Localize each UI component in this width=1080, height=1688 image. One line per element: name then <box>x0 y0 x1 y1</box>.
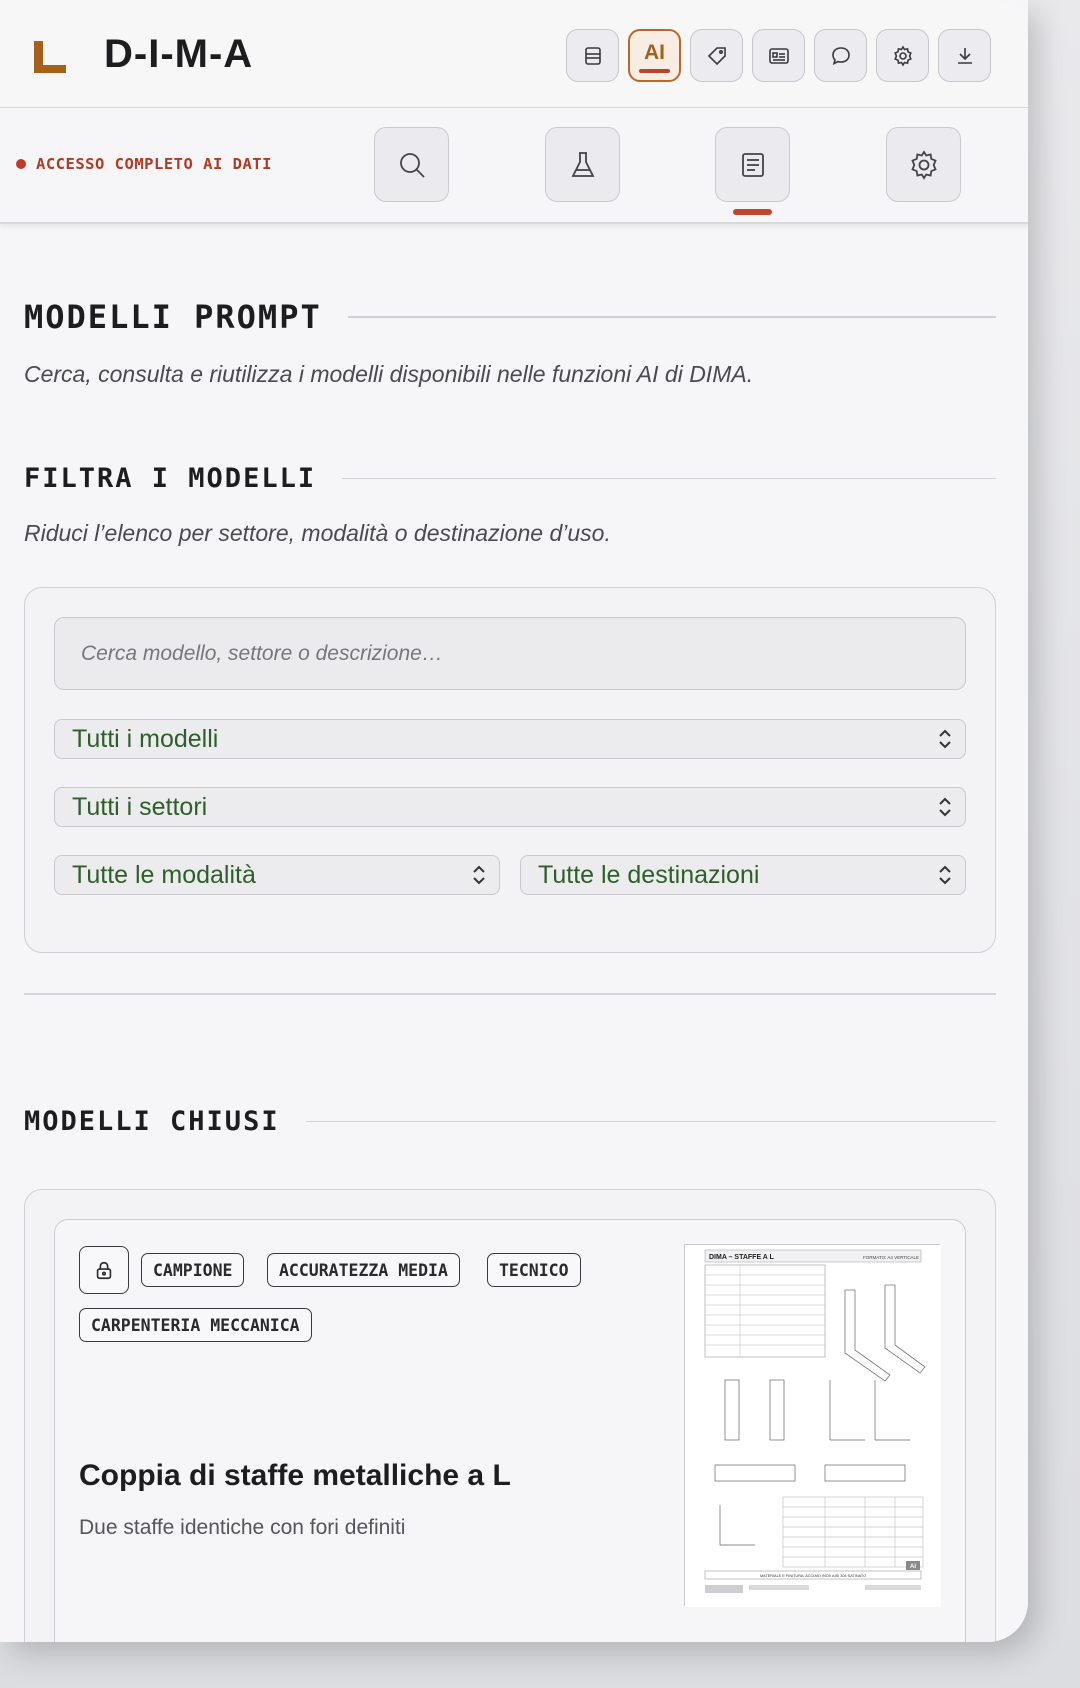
closed-models-header <box>24 1106 996 1137</box>
closed-models-rule <box>306 1121 996 1123</box>
tag-icon <box>705 44 729 68</box>
chevron-updown-icon <box>471 864 487 886</box>
tag-badge: CAMPIONE <box>141 1253 244 1287</box>
chevron-updown-icon <box>937 864 953 886</box>
ai-tab-button[interactable] <box>628 29 681 82</box>
chevron-updown-icon <box>937 796 953 818</box>
id-card-icon <box>767 44 791 68</box>
top-header <box>0 0 1028 108</box>
filters-rule <box>342 478 996 480</box>
tag-badge: CARPENTERIA MECCANICA <box>79 1308 312 1342</box>
filters-title: FILTRA I MODELLI <box>24 463 317 494</box>
logo-icon <box>34 41 66 73</box>
database-icon <box>581 44 605 68</box>
model-description: Due staffe identiche con fori definiti <box>79 1516 406 1539</box>
top-toolbar <box>566 29 991 82</box>
gear-icon <box>906 147 942 183</box>
tag-badge: TECNICO <box>487 1253 581 1287</box>
database-button[interactable] <box>566 29 619 82</box>
thumbnail-footer: MATERIALE E FINITURA: ACCIAIO INOX AISI 304 SATINATO <box>759 1574 867 1578</box>
destination-select[interactable] <box>520 855 966 895</box>
settings-button[interactable] <box>876 29 929 82</box>
id-card-button[interactable] <box>752 29 805 82</box>
section-divider <box>24 993 996 995</box>
search-icon <box>394 147 430 183</box>
document-icon <box>735 147 771 183</box>
nav-settings-button[interactable] <box>886 127 961 202</box>
title-rule <box>348 316 996 318</box>
tags-button[interactable] <box>690 29 743 82</box>
chevron-updown-icon <box>937 728 953 750</box>
closed-models-title: MODELLI CHIUSI <box>24 1106 280 1137</box>
model-select-value: Tutti i modelli <box>72 724 219 753</box>
filters-header <box>24 463 996 494</box>
ai-tab-label: AI <box>644 40 665 64</box>
thumbnail-heading: DIMA – STAFFE A L <box>709 1254 774 1261</box>
closed-models-list <box>24 1189 996 1642</box>
model-card[interactable] <box>54 1219 966 1642</box>
secondary-nav <box>0 108 1028 224</box>
chat-icon <box>829 44 853 68</box>
page-title: MODELLI PROMPT <box>24 298 322 336</box>
thumbnail-badge: AI <box>910 1564 916 1570</box>
download-icon <box>953 44 977 68</box>
brand-title: D-I-M-A <box>104 32 254 76</box>
thumbnail-format: FORMATO: A4 VERTICALE <box>862 1255 919 1260</box>
mode-select[interactable] <box>54 855 500 895</box>
prompt-models-header <box>24 298 996 336</box>
model-thumbnail[interactable] <box>684 1244 940 1606</box>
destination-select-value: Tutte le destinazioni <box>538 860 760 889</box>
settings-icon <box>891 44 915 68</box>
filters-subtitle: Riduci l’elenco per settore, modalità o destinazione d’uso. <box>24 520 611 546</box>
nav-search-button[interactable] <box>374 127 449 202</box>
chat-button[interactable] <box>814 29 867 82</box>
search-input[interactable] <box>54 617 966 690</box>
sector-select[interactable] <box>54 787 966 827</box>
filter-panel <box>24 587 996 953</box>
nav-lab-button[interactable] <box>545 127 620 202</box>
technical-drawing-image <box>685 1245 941 1607</box>
access-status <box>16 155 272 173</box>
access-label: ACCESSO COMPLETO AI DATI <box>36 155 272 173</box>
nav-templates-button[interactable] <box>715 127 790 202</box>
tag-badge: ACCURATEZZA MEDIA <box>267 1253 460 1287</box>
model-title: Coppia di staffe metalliche a L <box>79 1459 511 1492</box>
page-subtitle: Cerca, consulta e riutilizza i modelli disponibili nelle funzioni AI di DIMA. <box>24 361 754 387</box>
download-button[interactable] <box>938 29 991 82</box>
sector-select-value: Tutti i settori <box>72 792 208 821</box>
mode-select-value: Tutte le modalità <box>72 860 256 889</box>
lock-icon <box>93 1259 115 1281</box>
model-select[interactable] <box>54 719 966 759</box>
status-dot <box>16 159 26 169</box>
lock-button[interactable] <box>79 1246 129 1294</box>
flask-icon <box>565 147 601 183</box>
